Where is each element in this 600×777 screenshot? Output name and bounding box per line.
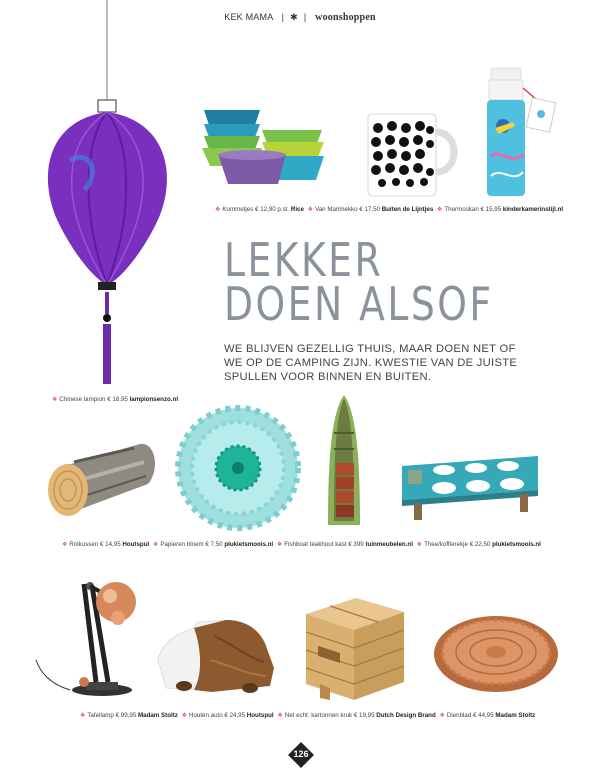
caption-text: Papieren bloem € 7,50 [160,541,223,548]
caption-text: Tafellamp € 99,95 [87,712,137,719]
diamond-icon: ❖ [181,713,187,719]
header-separator: | [281,12,285,22]
paper-flower-image [175,405,301,531]
caption-shop: Madam Stoltz [495,712,536,719]
caption-row-2 [60,541,541,548]
header-separator-2: | [303,12,307,22]
caption-text: Van Marimekko € 17,50 [315,206,380,213]
caption-shop: Houtspul [122,541,150,548]
diamond-icon: ❖ [437,207,443,213]
caption-row-3 [78,712,535,719]
diamond-icon: ❖ [152,542,159,548]
lantern-body [48,112,167,285]
caption-text: Houten auto € 24,95 [188,712,246,719]
caption-text: Dienblad € 44,95 [446,712,494,719]
section-name: woonshoppen [315,12,376,23]
caption-shop: tuinmeubelen.nl [365,541,413,548]
diamond-icon: ❖ [416,542,423,548]
caption-shop: Buiten de Lijntjes [381,206,434,213]
diamond-icon: ❖ [215,207,221,213]
diamond-icon: ❖ [276,542,283,548]
lantern-image [30,0,190,390]
diamond-icon: ❖ [52,397,58,403]
caption-text: Thee/koffierekje € 22,50 [424,541,491,548]
title-line-1: LEKKER [224,233,384,287]
caption-text: Net echt: kartonnen kruk € 19,95 [284,712,375,719]
caption-text: Rolkussen € 14,95 [69,541,121,548]
page-number-text: 126 [293,749,309,759]
caption-text: Thermoskan € 15,95 [444,206,502,213]
desk-lamp-image [30,572,150,700]
mug-image [362,110,462,200]
star-icon: ✱ [290,12,298,22]
caption-text: Fishboat teakhout kast € 399 [284,541,364,548]
caption-text: Kommetjes € 12,90 p.st. [222,206,290,213]
caption-shop: lampionsenzo.nl [129,396,179,403]
fishboat-cabinet-image [322,393,366,529]
diamond-icon: ❖ [439,713,445,719]
diamond-icon: ❖ [80,713,86,719]
caption-shop: Dutch Design Brand [376,712,436,719]
cardboard-stool-image [300,592,408,704]
caption-row-1 [213,206,563,213]
wooden-car-image [154,616,280,696]
caption-shop: kinderkamerinstijl.nl [502,206,564,213]
intro-text: WE BLIJVEN GEZELLIG THUIS, MAAR DOEN NET OF WE OP DE CAMPING ZIJN. KWESTIE VAN DE JUISTE SPULLEN VOOR BINNEN EN BUITEN. [224,343,518,383]
thermos-image [485,66,557,200]
page-number [288,742,314,768]
magazine-name: KEK MAMA [224,12,273,22]
caption-shop: plukietsmoois.nl [224,541,274,548]
caption-shop: Rice [290,206,304,213]
caption-shop: plukietsmoois.nl [492,541,541,548]
lantern-tassel [103,324,111,384]
diamond-icon: ❖ [62,542,68,548]
copper-tray-image [430,612,562,696]
caption-shop: Houtspul [246,712,274,719]
lantern-hook [98,100,116,112]
title-line-2: DOEN ALSOF [224,277,494,331]
caption-lantern [50,396,178,403]
caption-shop: Madam Stoltz [137,712,178,719]
caption-text: Chinese lampion € 18,95 [59,396,128,403]
diamond-icon: ❖ [277,713,283,719]
page-title [224,233,553,331]
diamond-icon: ❖ [307,207,314,213]
tea-rack-image [398,448,542,522]
log-cushion-image [44,440,160,524]
bowls-image [198,100,326,190]
